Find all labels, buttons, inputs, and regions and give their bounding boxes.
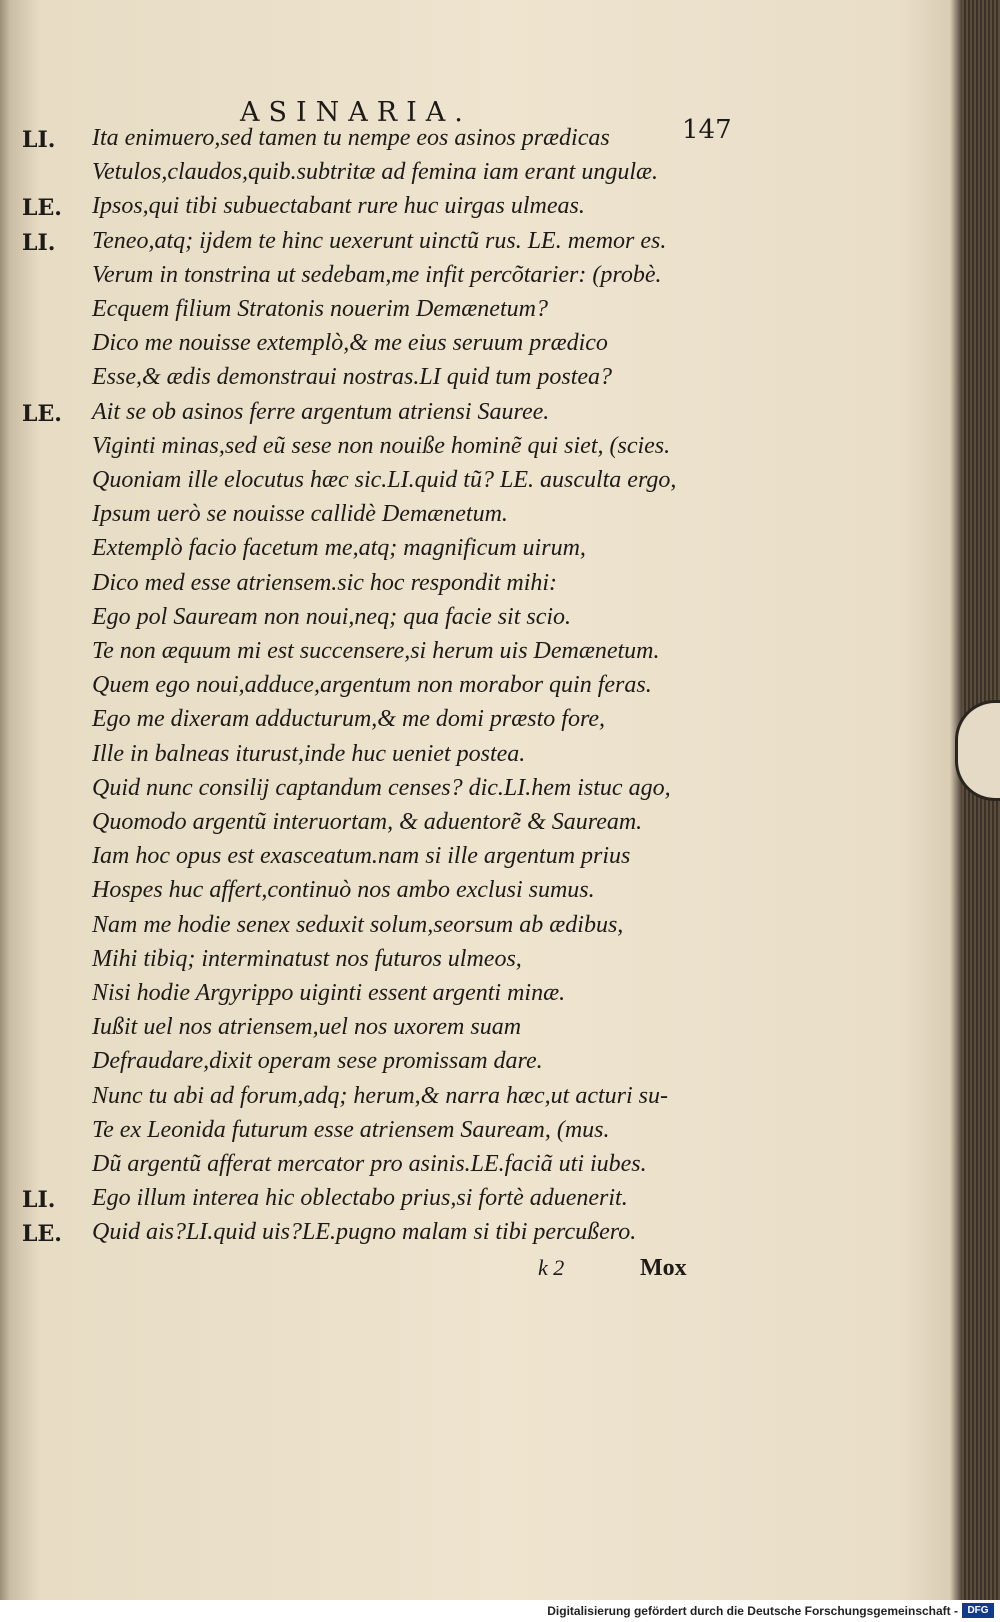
- verse-line: [0, 843, 760, 874]
- verse-text: Ait se ob asinos ferre argentum atriensi Sauree.: [92, 398, 550, 425]
- verse-text: Ego me dixeram adducturum,& me domi præsto fore,: [92, 706, 606, 733]
- verse-line: [0, 467, 760, 498]
- verse-line: [0, 1048, 760, 1079]
- verse-text: Ecquem filium Stratonis nouerim Demænetum?: [92, 296, 548, 322]
- speaker-label: LE.: [22, 1221, 62, 1248]
- verse-line: [0, 809, 760, 840]
- speaker-label: LI.: [22, 127, 56, 153]
- verse-text: Ego pol Sauream non noui,neq; qua facie sit scio.: [92, 603, 572, 630]
- signature-mark: k 2: [538, 1255, 565, 1280]
- catchword: Mox: [640, 1255, 687, 1281]
- verse-line: [0, 570, 760, 601]
- verse-text: Quid ais?LI.quid uis?LE.pugno malam si tibi percußero.: [92, 1219, 637, 1246]
- verse-text: Te non æquum mi est succensere,si herum uis Demænetum.: [92, 638, 660, 664]
- verse-line: [0, 1151, 760, 1182]
- verse-line: [0, 706, 760, 737]
- verse-line: [0, 1117, 760, 1148]
- verse-text: Vetulos,claudos,quib.subtritæ ad femina iam erant ungulæ.: [92, 159, 659, 186]
- verse-line: [0, 638, 760, 669]
- verse-line: [0, 364, 760, 395]
- credit-bar: [0, 1600, 1000, 1622]
- dfg-logo-icon: DFG: [962, 1603, 994, 1618]
- verse-line: [0, 912, 760, 943]
- verse-line: [0, 433, 760, 464]
- verse-text: Dico med esse atriensem.sic hoc respondit mihi:: [92, 569, 558, 596]
- page-title: ASINARIA.: [240, 97, 472, 128]
- verse-line: [0, 228, 760, 259]
- verse-line: [0, 159, 760, 190]
- verse-text: Verum in tonstrina ut sedebam,me infit percõtarier: (probè.: [92, 261, 662, 288]
- verse-text: Nisi hodie Argyrippo uiginti essent argenti minæ.: [92, 980, 566, 1006]
- page-number: 147: [682, 115, 732, 145]
- verse-text: Dico me nouisse extemplò,& me eius seruum prædico: [92, 330, 608, 357]
- speaker-label: LI.: [22, 1187, 56, 1214]
- speaker-label: LE.: [22, 195, 62, 222]
- verse-text: Iam hoc opus est exasceatum.nam si ille argentum prius: [92, 843, 631, 870]
- verse-text: Ille in balneas iturust,inde huc ueniet postea.: [92, 740, 526, 767]
- verse-line: [0, 775, 760, 806]
- verse-text: Quomodo argentũ interuortam, & aduentorẽ & Sauream.: [92, 809, 643, 835]
- verse-line: [0, 946, 760, 977]
- verse-text: Teneo,atq; ijdem te hinc uexerunt uinctũ rus. LE. memor es.: [92, 227, 667, 254]
- verse-text: Quid nunc consilij captandum censes? dic.LI.hem istuc ago,: [92, 774, 671, 801]
- verse-line: [0, 193, 760, 224]
- verse-text: Hospes huc affert,continuò nos ambo exclusi sumus.: [92, 877, 595, 904]
- verse-text: Ita enimuero,sed tamen tu nempe eos asinos prædicas: [92, 125, 610, 151]
- verse-line: [0, 980, 760, 1011]
- verse-line: [0, 330, 760, 361]
- verse-text: Quem ego noui,adduce,argentum non morabor quin feras.: [92, 672, 652, 699]
- verse-text: Mihi tibiq; interminatust nos futuros ulmeos,: [92, 945, 522, 972]
- verse-line: [0, 877, 760, 908]
- verse-text: Ipsum uerò se nouisse callidè Demænetum.: [92, 501, 508, 528]
- verse-text: Te ex Leonida futurum esse atriensem Sauream, (mus.: [92, 1116, 610, 1143]
- verse-line: [0, 535, 760, 566]
- verse-line: [0, 1083, 760, 1114]
- verse-text: Ipsos,qui tibi subuectabant rure huc uirgas ulmeas.: [92, 193, 585, 220]
- verse-text: Nunc tu abi ad forum,adq; herum,& narra hæc,ut acturi su-: [92, 1082, 668, 1109]
- verse-line: [0, 1185, 760, 1216]
- verse-line: [0, 501, 760, 532]
- verse-text: Dũ argentũ afferat mercator pro asinis.LE.faciã uti iubes.: [92, 1151, 647, 1177]
- verse-line: [0, 672, 760, 703]
- verse-text: Iußit uel nos atriensem,uel nos uxorem suam: [92, 1014, 522, 1041]
- verse-text: Quoniam ille elocutus hæc sic.LI.quid tũ? LE. ausculta ergo,: [92, 467, 677, 493]
- verse-line: [0, 125, 760, 156]
- verse-line: [0, 1014, 760, 1045]
- verse-text: Extemplò facio facetum me,atq; magnificum uirum,: [92, 535, 586, 562]
- verse-line: [0, 1219, 760, 1250]
- verse-text: Esse,& ædis demonstraui nostras.LI quid tum postea?: [92, 364, 613, 391]
- page-footer: [0, 1255, 760, 1295]
- verse-line: [0, 296, 760, 327]
- verse-line: [0, 399, 760, 430]
- verse-text: Viginti minas,sed eũ sese non nouiße hominẽ qui siet, (scies.: [92, 432, 671, 459]
- speaker-label: LE.: [22, 400, 62, 427]
- speaker-label: LI.: [22, 229, 56, 256]
- verse-text: Nam me hodie senex seduxit solum,seorsum ab ædibus,: [92, 911, 624, 938]
- verse-line: [0, 604, 760, 635]
- verse-text: Ego illum interea hic oblectabo prius,si fortè aduenerit.: [92, 1185, 628, 1212]
- verse-line: [0, 262, 760, 293]
- verse-line: [0, 741, 760, 772]
- funding-credit: Digitalisierung gefördert durch die Deutsche Forschungsgemeinschaft -: [547, 1604, 958, 1618]
- verse-text: Defraudare,dixit operam sese promissam dare.: [92, 1048, 543, 1075]
